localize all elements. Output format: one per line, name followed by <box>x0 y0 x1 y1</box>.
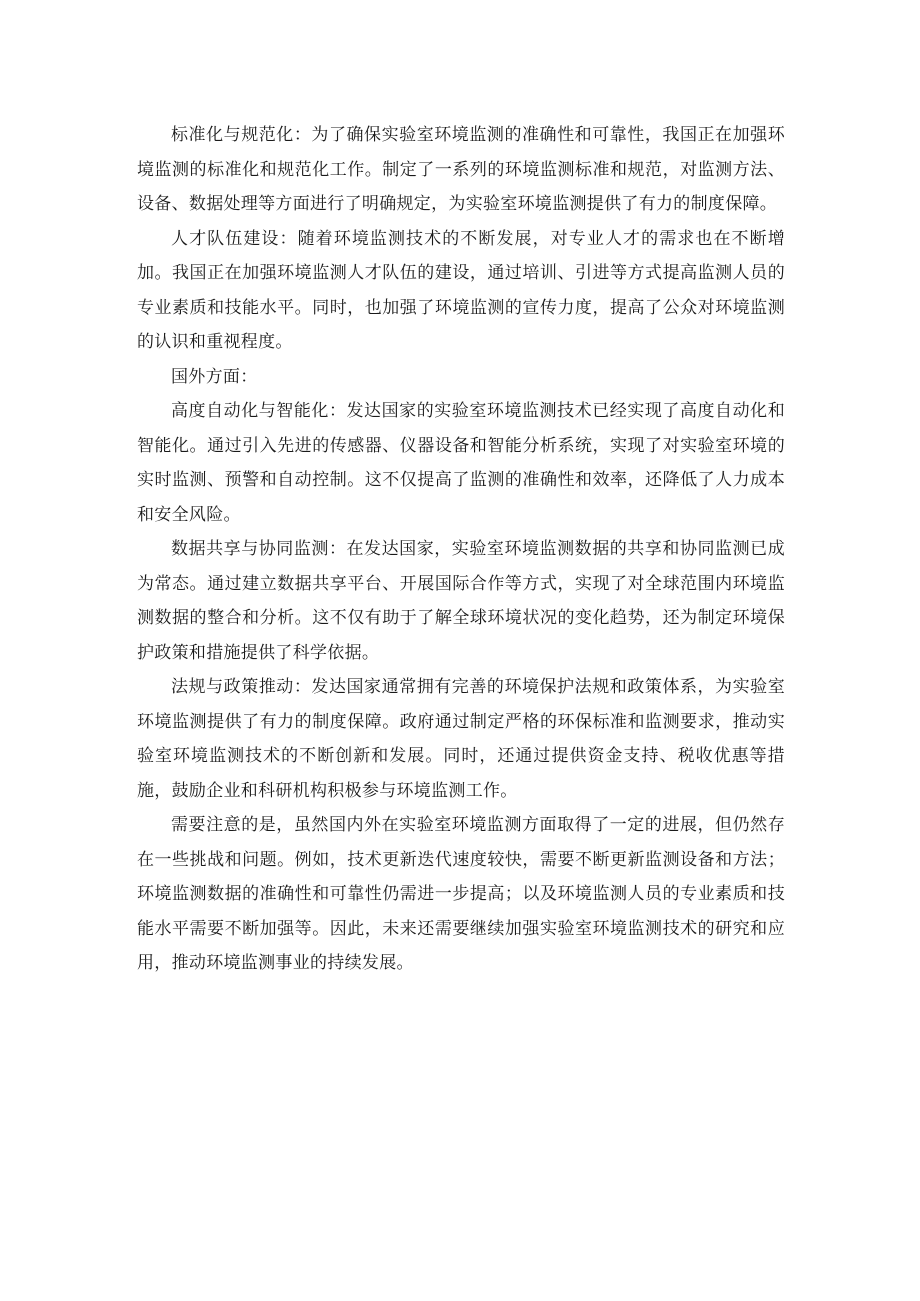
paragraph-talent-building: 人才队伍建设：随着环境监测技术的不断发展，对专业人才的需求也在不断增加。我国正在加强环境监测人才队伍的建设，通过培训、引进等方式提高监测人员的专业素质和技能水平。同时，也加强了环境监测的宣传力度，提高了公众对环境监测的认识和重视程度。 <box>137 228 785 352</box>
paragraph-foreign-heading: 国外方面： <box>171 366 258 387</box>
paragraph-data-sharing: 数据共享与协同监测：在发达国家，实验室环境监测数据的共享和协同监测已成为常态。通过建立数据共享平台、开展国际合作等方式，实现了对全球范围内环境监测数据的整合和分析。这不仅有助于了解全球环境状况的变化趋势，还为制定环境保护政策和措施提供了科学依据。 <box>137 539 785 663</box>
paragraph-conclusion: 需要注意的是，虽然国内外在实验室环境监测方面取得了一定的进展，但仍然存在一些挑战和问题。例如，技术更新迭代速度较快，需要不断更新监测设备和方法；环境监测数据的准确性和可靠性仍需进一步提高；以及环境监测人员的专业素质和技能水平需要不断加强等。因此，未来还需要继续加强实验室环境监测技术的研究和应用，推动环境监测事业的持续发展。 <box>137 815 785 973</box>
paragraph-standardization: 标准化与规范化：为了确保实验室环境监测的准确性和可靠性，我国正在加强环境监测的标准化和规范化工作。制定了一系列的环境监测标准和规范，对监测方法、设备、数据处理等方面进行了明确规定，为实验室环境监测提供了有力的制度保障。 <box>137 125 785 214</box>
paragraph-regulations: 法规与政策推动：发达国家通常拥有完善的环境保护法规和政策体系，为实验室环境监测提供了有力的制度保障。政府通过制定严格的环保标准和监测要求，推动实验室环境监测技术的不断创新和发展。同时，还通过提供资金支持、税收优惠等措施，鼓励企业和科研机构积极参与环境监测工作。 <box>137 677 785 801</box>
paragraph-automation: 高度自动化与智能化：发达国家的实验室环境监测技术已经实现了高度自动化和智能化。通过引入先进的传感器、仪器设备和智能分析系统，实现了对实验室环境的实时监测、预警和自动控制。这不仅提高了监测的准确性和效率，还降低了人力成本和安全风险。 <box>137 401 785 525</box>
document-body <box>137 118 785 981</box>
